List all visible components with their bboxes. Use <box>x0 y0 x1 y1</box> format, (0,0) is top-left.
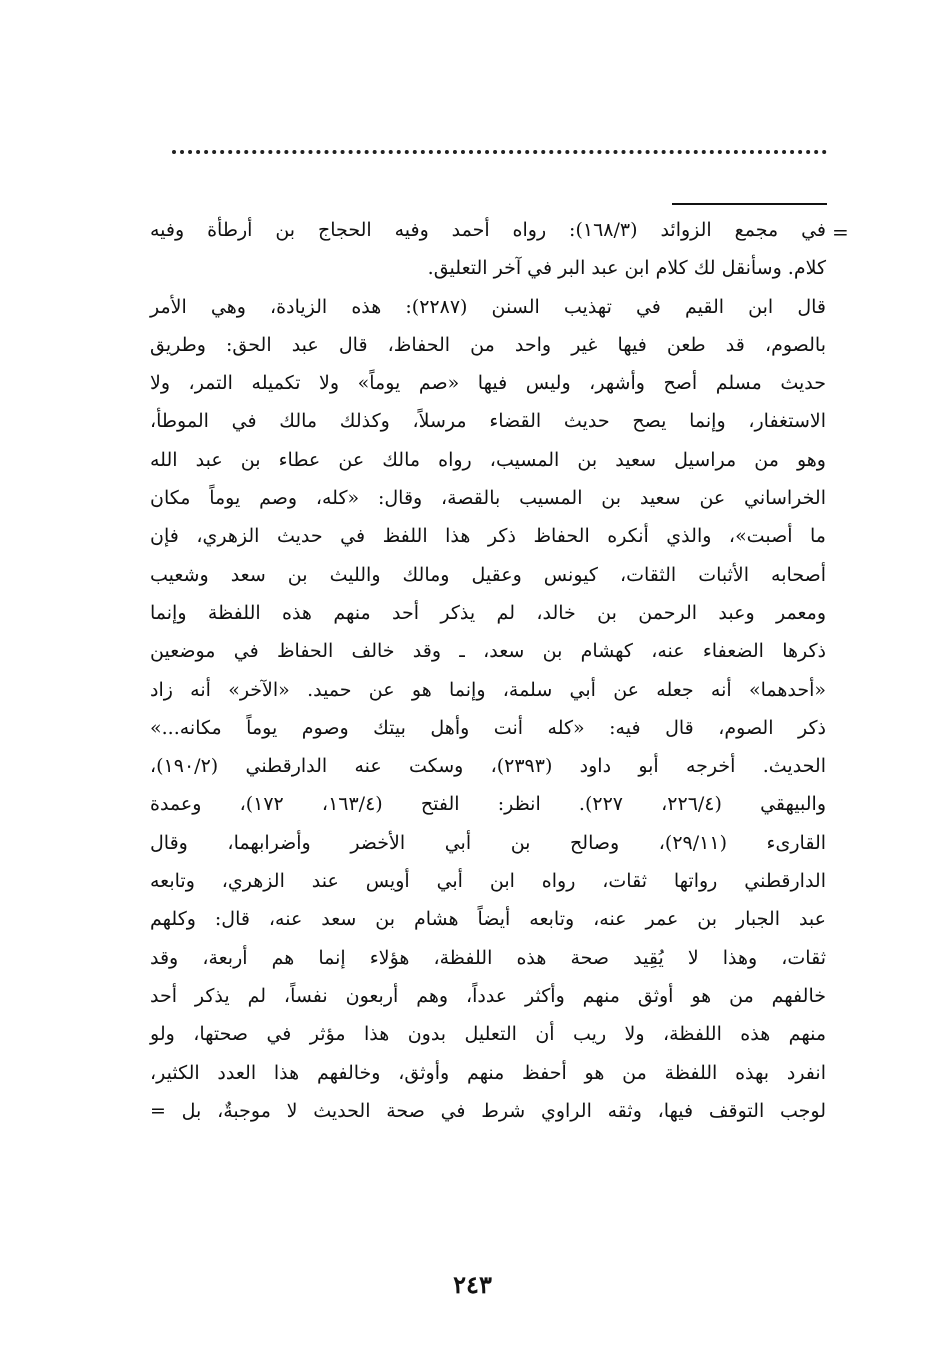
footnote-line: قال ابن القيم في تهذيب السنن (٢٢٨٧): هذه الزيادة، وهي الأمر <box>150 295 826 318</box>
footnote-line: ما أصبت»، والذي أنكره الحفاظ ذكر هذا اللفظ في حديث الزهري، فإن <box>150 525 826 548</box>
footnote-line: الدارقطني رواتها ثقات، رواه ابن أبي أويس عند الزهري، وتابعه <box>150 870 826 893</box>
footnote-line: كلام. وسأنقل لك كلام ابن عبد البر في آخر التعليق. <box>427 257 826 280</box>
footnote-line: ثقات، وهذا لا يُقِيد صحة هذه اللفظة، هؤلاء إنما هم أربعة، وقد <box>150 946 826 969</box>
footnote-line: في مجمع الزوائد (١٦٨/٣): رواه أحمد وفيه الحجاج بن أرطأة وفيه <box>150 219 826 241</box>
footnote-line: لوجب التوقف فيها، وثقه الراوي شرط في صحة الحديث لا موجبةٌ، بل = <box>150 1099 826 1122</box>
dotted-separator <box>172 150 827 154</box>
footnote-line: الخراساني عن سعيد بن المسيب بالقصة، وقال: «كله، وصم يوماً مكان <box>150 487 826 510</box>
footnote-line: حديث مسلم أصح وأشهر، وليس فيها «صم يوماً» ولا تكميله التمر، ولا <box>150 372 826 395</box>
footnote-line: خالفهم من هو أوثق منهم وأكثر عدداً، وهم أربعون نفساً، لم يذكر أحد <box>150 984 826 1007</box>
footnote-line: منهم هذه اللفظة، ولا ريب أن التعليل بدون هذا مؤثر في صحتها، ولو <box>150 1023 826 1046</box>
footnote-text <box>150 211 826 1130</box>
footnote-line: ذكر الصوم، قال فيه: «كله أنت وأهل بيتك وصوم يوماً مكانه...» <box>150 716 826 739</box>
page-number: ٢٤٣ <box>453 1270 492 1299</box>
footnote-line: وهو من مراسيل سعيد بن المسيب، رواه مالك عن عطاء بن عبد الله <box>150 448 826 471</box>
footnote-line: بالصوم، قد طعن فيها غير واحد من الحفاظ، قال عبد الحق: وطريق <box>150 333 826 356</box>
footnote-line: «أحدهما» أنه جعله عن أبي سلمة، وإنما هو عن حميد. «الآخر» أنه زاد <box>150 678 826 701</box>
footnote-line: ذكرها الضعفاء عنه، كهشام بن سعد، ـ وقد خالف الحفاظ في موضعين <box>150 640 826 663</box>
footnote-line: عبد الجبار بن عمر عنه، وتابعه أيضاً هشام بن سعد عنه، قال: وكلهم <box>150 908 826 931</box>
footnote-rule <box>672 203 827 205</box>
footnote-line: القارىء (٢٩/١١)، وصالح بن أبي الأخضر وأضرابهما، وقال <box>150 831 827 854</box>
footnote-line: أصحابه الأثبات الثقات، كيونس وعقيل ومالك والليث بن سعد وشعيب <box>150 563 826 586</box>
continuation-mark: = <box>832 220 849 244</box>
footnote-line: الاستغفار، وإنما يصح حديث القضاء مرسلاً، وكذلك مالك في الموطأ، <box>150 410 826 433</box>
footnote-line: والبيهقي (٢٢٦/٤، ٢٢٧). انظر: الفتح (١٦٣/٤، ١٧٢)، وعمدة <box>150 793 827 816</box>
footnote-line: انفرد بهذه اللفظة من هو أحفظ منهم وأوثق، وخالفهم هذا العدد الكثير، <box>150 1061 826 1084</box>
footnote-line: الحديث. أخرجه أبو داود (٢٣٩٣)، وسكت عنه الدارقطني (١٩٠/٢)، <box>150 755 826 778</box>
footnote-line: ومعمر وعبد الرحمن بن خالد، لم يذكر أحد منهم هذه اللفظة وإنما <box>150 601 826 624</box>
